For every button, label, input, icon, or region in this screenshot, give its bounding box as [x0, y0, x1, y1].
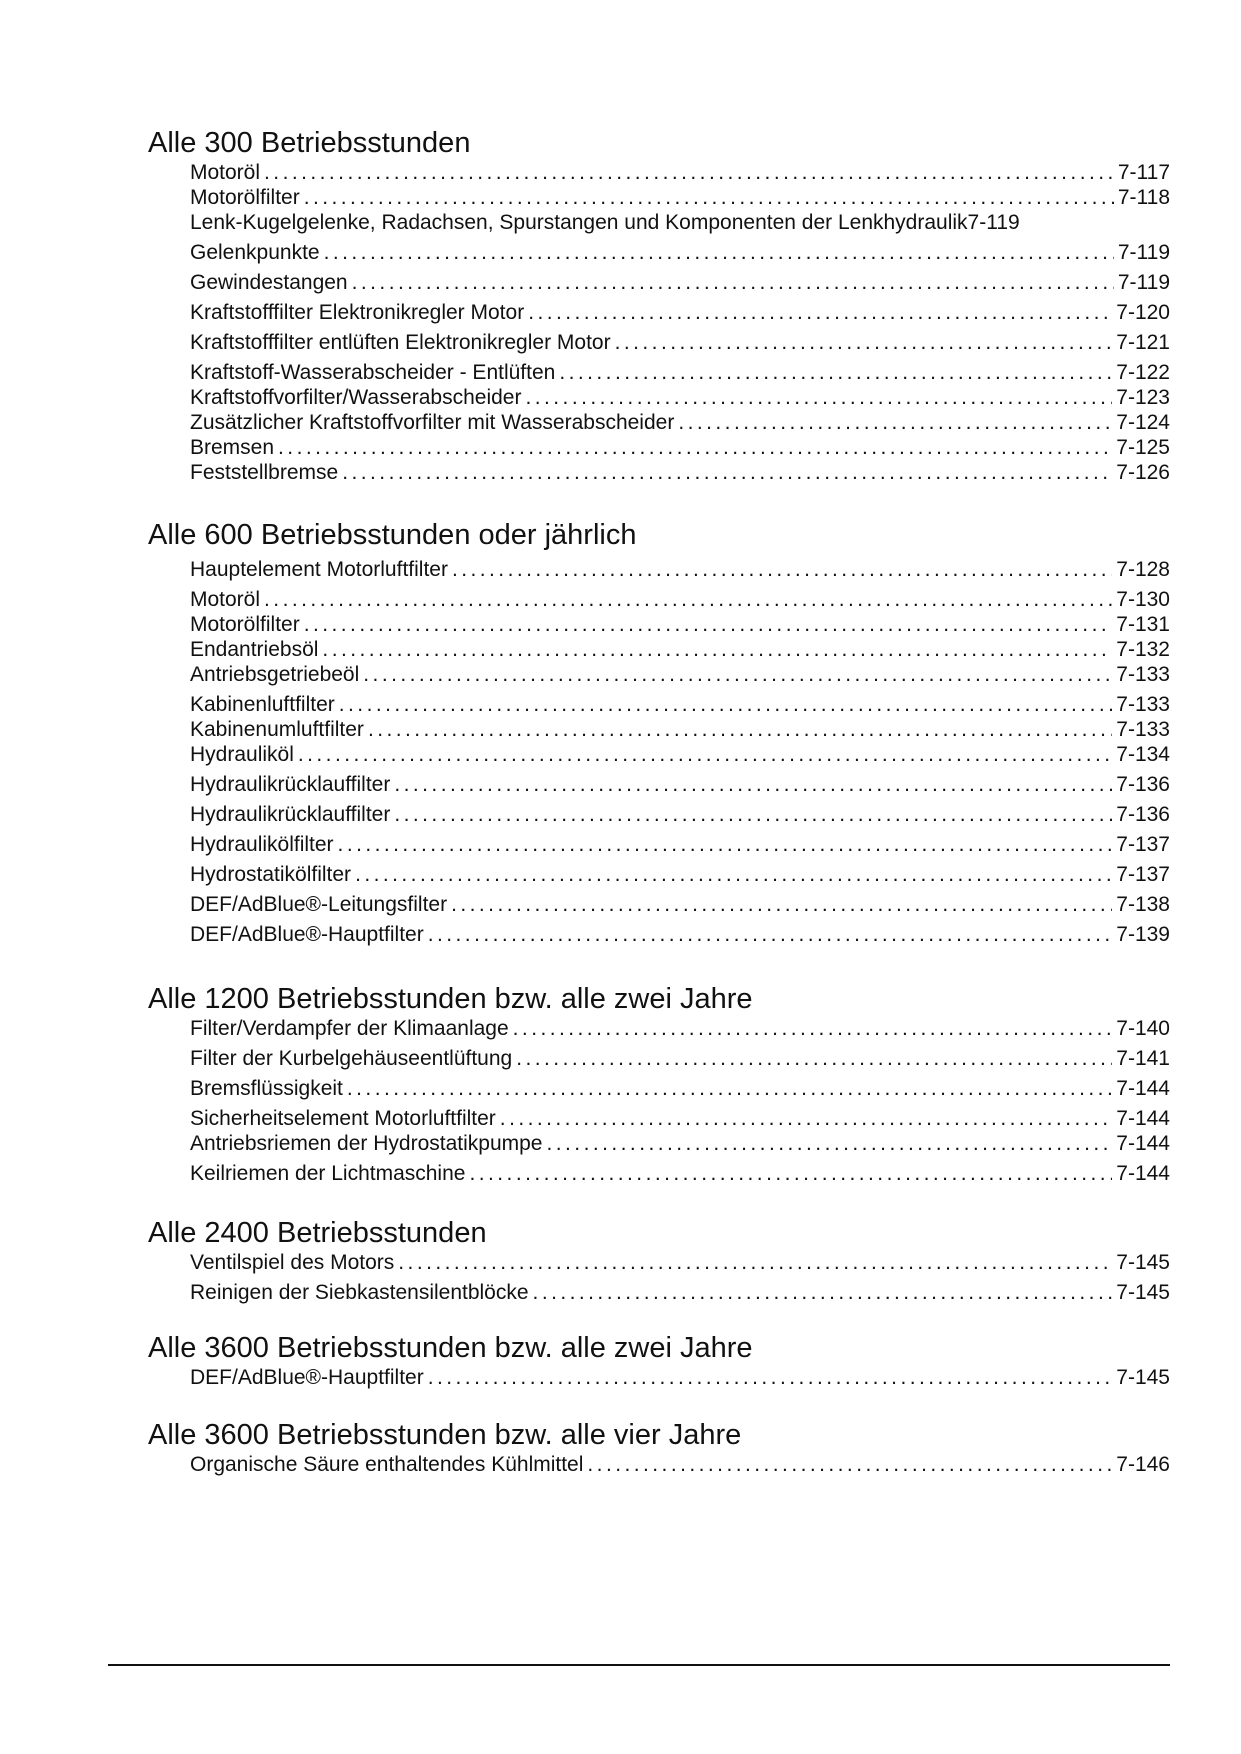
toc-entry[interactable]	[190, 742, 1170, 767]
dot-leader	[368, 717, 1112, 742]
toc-entry[interactable]	[190, 1365, 1170, 1390]
toc-entry-label: DEF/AdBlue®-Hauptfilter	[190, 1366, 424, 1389]
toc-entry[interactable]	[190, 1016, 1170, 1041]
toc-entry[interactable]	[190, 435, 1170, 460]
toc-entry-page-number: 7-118	[1117, 186, 1170, 209]
toc-entry-page-number: 7-144	[1116, 1132, 1170, 1155]
dot-leader	[394, 772, 1112, 797]
toc-entry-label: Reinigen der Siebkastensilentblöcke	[190, 1281, 529, 1304]
toc-entry[interactable]	[190, 330, 1170, 355]
dot-leader	[304, 185, 1114, 210]
toc-entry-page-number: 7-133	[1116, 693, 1170, 716]
dot-leader	[394, 802, 1112, 827]
toc-entry[interactable]	[190, 1250, 1170, 1275]
dot-leader	[342, 460, 1112, 485]
toc-entry[interactable]	[190, 1452, 1170, 1477]
toc-entry-label: Endantriebsöl	[190, 638, 319, 661]
toc-entry-page-number: 7-139	[1116, 923, 1170, 946]
toc-entry-page-number: 7-136	[1116, 803, 1170, 826]
toc-entry-label: Motorölfilter	[190, 613, 300, 636]
dot-leader	[500, 1106, 1112, 1131]
toc-entry[interactable]	[190, 717, 1170, 742]
toc-entry[interactable]	[190, 662, 1170, 687]
toc-entry[interactable]	[190, 802, 1170, 827]
toc-entry-label: DEF/AdBlue®-Leitungsfilter	[190, 893, 448, 916]
toc-section	[148, 126, 1170, 485]
toc-entry-page-number: 7-133	[1116, 663, 1170, 686]
toc-entry-page-number: 7-131	[1116, 613, 1170, 636]
section-title: Alle 1200 Betriebsstunden bzw. alle zwei Jahre	[148, 983, 753, 1015]
toc-entry-label: Zusätzlicher Kraftstoffvorfilter mit Wasserabscheider	[190, 411, 675, 434]
toc-entry-page-number: 7-137	[1116, 833, 1170, 856]
toc-entry[interactable]	[190, 185, 1170, 210]
toc-entry-label: Motoröl	[190, 588, 261, 611]
dot-leader	[363, 662, 1112, 687]
toc-entry-page-number: 7-144	[1116, 1107, 1170, 1130]
dot-leader	[469, 1161, 1112, 1186]
toc-entry-page-number: 7-121	[1116, 331, 1170, 354]
dot-leader	[355, 862, 1112, 887]
toc-entry-label: Kraftstofffilter Elektronikregler Motor	[190, 301, 525, 324]
toc-entry[interactable]	[190, 1280, 1170, 1305]
toc-entry-label: Gelenkpunkte	[190, 241, 320, 264]
toc-entry-page-number: 7-144	[1116, 1077, 1170, 1100]
dot-leader	[516, 1046, 1112, 1071]
toc-entry[interactable]	[190, 160, 1170, 185]
toc-entry-page-number: 7-123	[1116, 386, 1170, 409]
toc-section	[148, 518, 1170, 947]
dot-leader	[264, 160, 1114, 185]
toc-entry-list	[190, 1452, 1170, 1477]
toc-entry-page-number: 7-141	[1116, 1047, 1170, 1070]
toc-entry-page-number: 7-145	[1116, 1281, 1170, 1304]
dot-leader	[324, 240, 1114, 265]
toc-entry[interactable]	[190, 772, 1170, 797]
toc-entry-label: Motoröl	[190, 161, 261, 184]
toc-entry[interactable]	[190, 300, 1170, 325]
toc-entry-label: Feststellbremse	[190, 461, 339, 484]
toc-entry[interactable]	[190, 557, 1170, 582]
toc-entry[interactable]	[190, 385, 1170, 410]
toc-entry-label: Ventilspiel des Motors	[190, 1251, 395, 1274]
toc-section	[148, 1216, 1170, 1305]
toc-entry-page-number: 7-128	[1116, 558, 1170, 581]
table-of-contents	[148, 126, 1170, 1477]
toc-entry-label: Kabinenumluftfilter	[190, 718, 364, 741]
toc-entry-label: Antriebsgetriebeöl	[190, 663, 360, 686]
toc-entry-label: Kabinenluftfilter	[190, 693, 335, 716]
toc-entry[interactable]	[190, 1106, 1170, 1131]
toc-entry-list	[190, 1250, 1170, 1305]
toc-entry-label: Organische Säure enthaltendes Kühlmittel	[190, 1453, 584, 1476]
toc-entry-label: Bremsen	[190, 436, 275, 459]
toc-section	[148, 982, 1170, 1186]
dot-leader	[278, 435, 1112, 460]
toc-entry[interactable]	[190, 210, 1170, 235]
toc-entry-page-number: 7-122	[1116, 361, 1170, 384]
toc-entry-label: Hydraulikrücklauffilter	[190, 803, 391, 826]
toc-entry[interactable]	[190, 410, 1170, 435]
toc-entry[interactable]	[190, 692, 1170, 717]
toc-entry-page-number: 7-146	[1116, 1453, 1170, 1476]
toc-entry-page-number: 7-119	[1117, 241, 1170, 264]
toc-entry-label: Kraftstoffvorfilter/Wasserabscheider	[190, 386, 522, 409]
toc-entry-label: Lenk-Kugelgelenke, Radachsen, Spurstangen und Komponenten der Lenkhydraulik	[190, 211, 968, 234]
dot-leader	[304, 612, 1113, 637]
toc-entry-page-number: 7-134	[1116, 743, 1170, 766]
dot-leader	[525, 385, 1112, 410]
toc-entry-label: Hydraulikrücklauffilter	[190, 773, 391, 796]
toc-entry[interactable]	[190, 1076, 1170, 1101]
dot-leader	[547, 1131, 1113, 1156]
toc-entry-page-number: 7-145	[1116, 1251, 1170, 1274]
toc-entry-page-number: 7-138	[1116, 893, 1170, 916]
toc-entry[interactable]	[190, 1046, 1170, 1071]
dot-leader	[428, 1365, 1113, 1390]
toc-entry-label: Kraftstoff-Wasserabscheider - Entlüften	[190, 361, 556, 384]
section-title: Alle 2400 Betriebsstunden	[148, 1217, 487, 1249]
toc-entry-label: Filter der Kurbelgehäuseentlüftung	[190, 1047, 513, 1070]
toc-entry-page-number: 7-126	[1116, 461, 1170, 484]
toc-entry[interactable]	[190, 360, 1170, 385]
dot-leader	[587, 1452, 1112, 1477]
toc-entry-page-number: 7-125	[1116, 436, 1170, 459]
toc-entry[interactable]	[190, 270, 1170, 295]
toc-entry-label: Keilriemen der Lichtmaschine	[190, 1162, 466, 1185]
toc-entry[interactable]	[190, 832, 1170, 857]
dot-leader	[398, 1250, 1112, 1275]
toc-entry-page-number: 7-137	[1116, 863, 1170, 886]
toc-entry-label: Hydraulikölfilter	[190, 833, 334, 856]
dot-leader	[615, 330, 1113, 355]
dot-leader	[533, 1280, 1113, 1305]
toc-entry[interactable]	[190, 922, 1170, 947]
section-title: Alle 600 Betriebsstunden oder jährlich	[148, 519, 637, 551]
toc-entry[interactable]	[190, 587, 1170, 612]
toc-entry-list	[190, 1365, 1170, 1390]
toc-entry-label: Motorölfilter	[190, 186, 300, 209]
toc-entry-label: Antriebsriemen der Hydrostatikpumpe	[190, 1132, 543, 1155]
toc-entry-page-number: 7-133	[1116, 718, 1170, 741]
toc-entry-page-number: 7-117	[1117, 161, 1170, 184]
toc-section	[148, 1331, 1170, 1390]
toc-entry-list	[190, 160, 1170, 485]
dot-leader	[352, 270, 1114, 295]
toc-entry-page-number: 7-120	[1116, 301, 1170, 324]
footer-rule	[108, 1664, 1170, 1666]
dot-leader	[322, 637, 1112, 662]
dot-leader	[451, 892, 1112, 917]
toc-entry-list	[190, 557, 1170, 947]
dot-leader	[559, 360, 1112, 385]
section-title: Alle 3600 Betriebsstunden bzw. alle vier Jahre	[148, 1419, 742, 1451]
dot-leader	[428, 922, 1113, 947]
toc-entry[interactable]	[190, 862, 1170, 887]
toc-entry-page-number: 7-145	[1116, 1366, 1170, 1389]
toc-entry-label: Filter/Verdampfer der Klimaanlage	[190, 1017, 509, 1040]
toc-entry-label: Sicherheitselement Motorluftfilter	[190, 1107, 496, 1130]
dot-leader	[513, 1016, 1113, 1041]
toc-entry-page-number: 7-144	[1116, 1162, 1170, 1185]
dot-leader	[298, 742, 1112, 767]
toc-entry[interactable]	[190, 612, 1170, 637]
dot-leader	[452, 557, 1112, 582]
toc-entry[interactable]	[190, 1131, 1170, 1156]
toc-section	[148, 1418, 1170, 1477]
toc-entry[interactable]	[190, 892, 1170, 917]
toc-entry-label: Gewindestangen	[190, 271, 348, 294]
toc-entry-page-number: 7-119	[967, 211, 1020, 234]
toc-entry[interactable]	[190, 460, 1170, 485]
toc-entry-page-number: 7-132	[1116, 638, 1170, 661]
toc-entry-label: DEF/AdBlue®-Hauptfilter	[190, 923, 424, 946]
toc-entry-label: Hydrostatikölfilter	[190, 863, 352, 886]
toc-entry-page-number: 7-140	[1116, 1017, 1170, 1040]
dot-leader	[678, 410, 1112, 435]
dot-leader	[264, 587, 1112, 612]
toc-entry-label: Hydrauliköl	[190, 743, 294, 766]
toc-entry-page-number: 7-136	[1116, 773, 1170, 796]
dot-leader	[528, 300, 1112, 325]
toc-entry-page-number: 7-119	[1117, 271, 1170, 294]
dot-leader	[339, 692, 1113, 717]
section-title: Alle 3600 Betriebsstunden bzw. alle zwei Jahre	[148, 1332, 753, 1364]
toc-entry-label: Bremsflüssigkeit	[190, 1077, 343, 1100]
toc-entry-label: Kraftstofffilter entlüften Elektronikregler Motor	[190, 331, 611, 354]
dot-leader	[347, 1076, 1112, 1101]
toc-entry-list	[190, 1016, 1170, 1186]
toc-entry-page-number: 7-124	[1116, 411, 1170, 434]
toc-entry-label: Hauptelement Motorluftfilter	[190, 558, 448, 581]
dot-leader	[338, 832, 1113, 857]
toc-entry[interactable]	[190, 1161, 1170, 1186]
toc-entry[interactable]	[190, 240, 1170, 265]
toc-entry-page-number: 7-130	[1116, 588, 1170, 611]
section-title: Alle 300 Betriebsstunden	[148, 127, 471, 159]
toc-entry[interactable]	[190, 637, 1170, 662]
